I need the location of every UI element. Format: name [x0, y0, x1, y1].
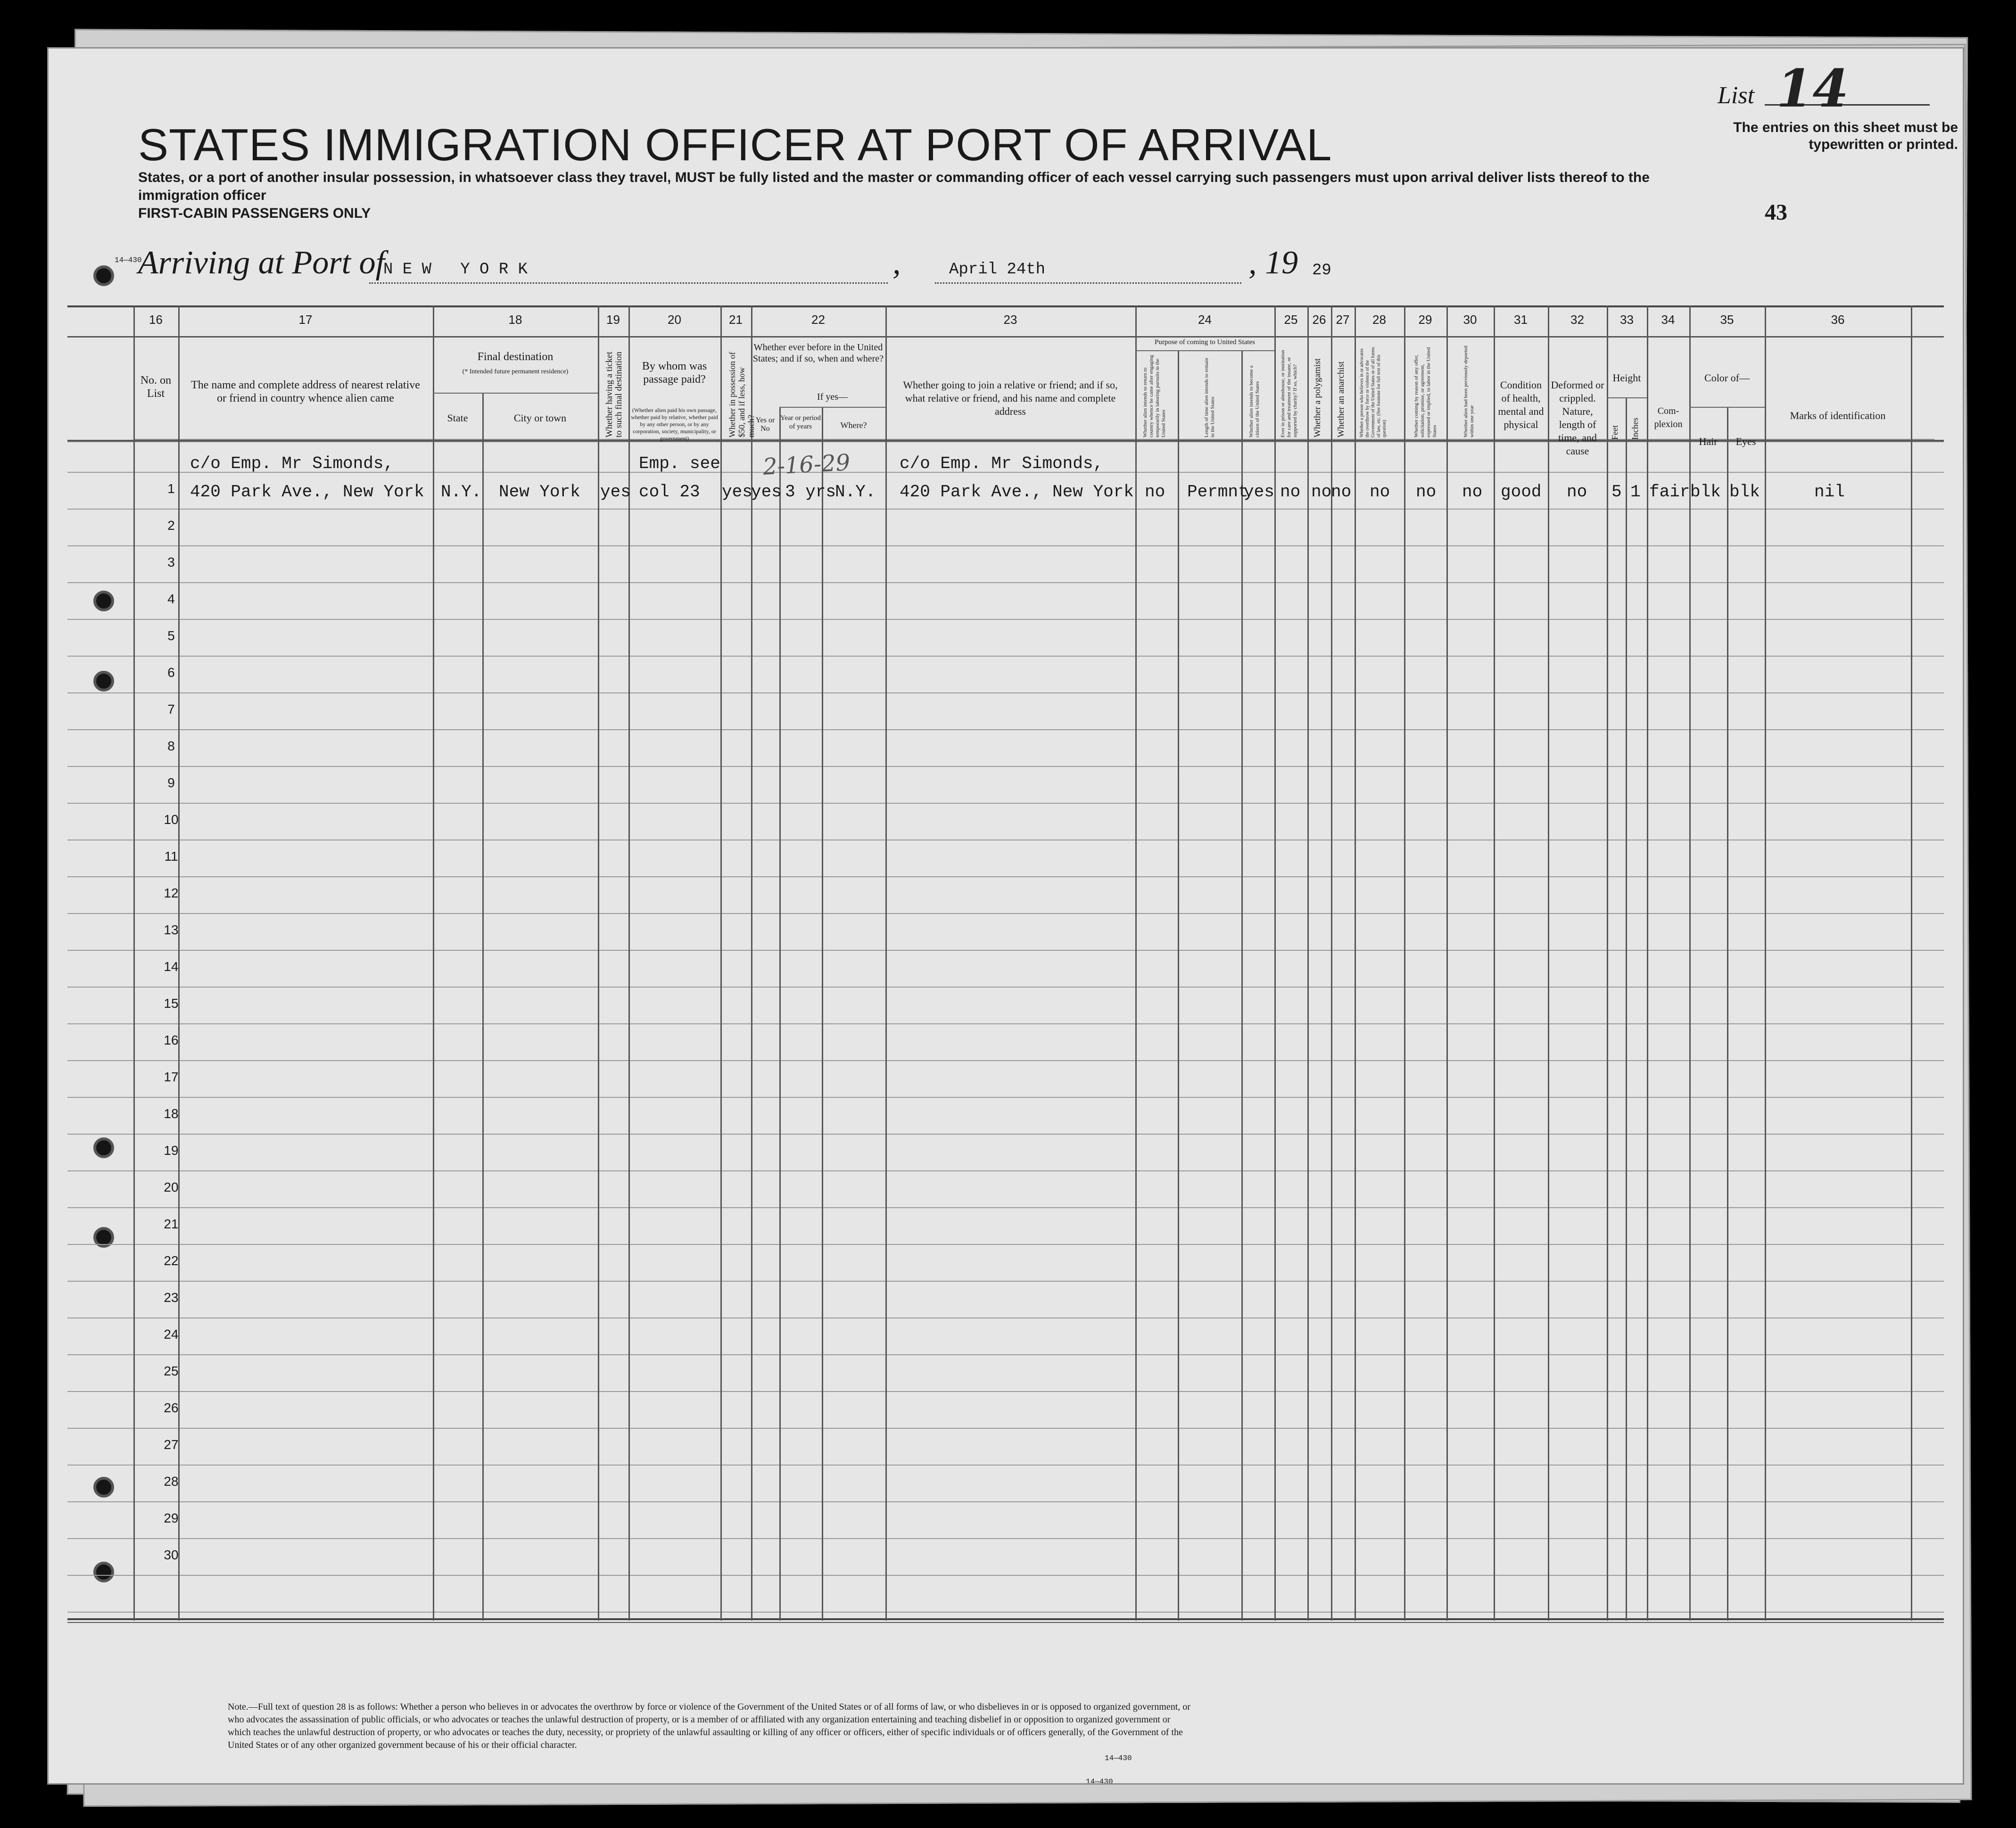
complexion-value: fair	[1649, 482, 1690, 502]
column-number: 21	[729, 313, 743, 327]
row-rule	[67, 692, 1944, 693]
header-polygamist: Whether a polygamist	[1313, 358, 1322, 437]
row-rule	[67, 1354, 1944, 1355]
punch-hole	[93, 591, 114, 611]
polygamist-value: no	[1311, 482, 1332, 502]
header-anarchist: Whether an anarchist	[1336, 361, 1346, 437]
paid-by-line-2: col 23	[639, 482, 700, 502]
marks-value: nil	[1814, 482, 1845, 502]
row-rule	[67, 1207, 1944, 1208]
row-rule	[67, 1023, 1944, 1024]
punch-hole	[93, 1477, 114, 1498]
header-final-destination: Final destination	[477, 351, 554, 363]
col-line	[628, 305, 630, 1621]
row-rule	[67, 509, 1944, 510]
year-prefix: 19	[1265, 245, 1298, 281]
length-value: Permnt	[1187, 482, 1248, 502]
comma-separator: ,	[892, 245, 901, 281]
header-before-in-us: Whether ever before in the United States; and if so, when and where?	[752, 342, 884, 364]
row-number: 16	[164, 1033, 179, 1047]
row-rule	[67, 766, 1944, 767]
form-code-bottom: 14—430	[1105, 1754, 1132, 1762]
col-line	[1355, 305, 1356, 1621]
paid-by-line-1: Emp. see	[639, 454, 720, 473]
header-no-on-list: No. on List	[140, 374, 172, 400]
header-prison: Ever in prison or almshouse, or institution for care and treatment of the insane, or supported by charity? If so, which?	[1280, 350, 1298, 437]
return-value: no	[1145, 482, 1165, 502]
col-line	[1647, 305, 1648, 1621]
table-top-rule	[67, 305, 1944, 307]
inches-value: 1	[1630, 482, 1641, 502]
row-rule	[67, 913, 1944, 914]
column-number: 19	[606, 313, 620, 327]
row-number: 9	[167, 775, 175, 790]
row-number: 3	[167, 555, 175, 569]
row-number: 10	[164, 812, 179, 827]
row-number: 19	[164, 1143, 179, 1158]
column-number: 16	[149, 313, 163, 327]
column-number: 27	[1336, 313, 1350, 327]
header-state: State	[447, 412, 468, 424]
typewritten-notice: The entries on this sheet must be typewritten or printed.	[1733, 120, 1958, 152]
col-line	[482, 393, 484, 1621]
money-value: yes	[722, 482, 752, 502]
row-number: 27	[164, 1437, 179, 1452]
subheader-rule	[779, 407, 885, 408]
manifest-page	[47, 47, 1964, 1785]
state-value: N.Y.	[441, 482, 482, 502]
col-line	[1274, 305, 1276, 1621]
header-final-destination-note: (* Intended future permanent residence)	[462, 368, 569, 375]
row-rule	[67, 1612, 1944, 1613]
header-hair: Hair	[1699, 436, 1718, 447]
punch-hole	[93, 1137, 114, 1158]
col-line	[1135, 305, 1137, 1621]
row-rule	[67, 1060, 1944, 1061]
row-number: 8	[167, 739, 175, 753]
col-line	[779, 407, 781, 1621]
q29-value: no	[1416, 482, 1437, 502]
column-number: 28	[1372, 313, 1386, 327]
col-line	[1307, 305, 1309, 1621]
column-number: 35	[1720, 313, 1734, 327]
citizen-value: yes	[1244, 482, 1274, 502]
col-line	[1607, 305, 1608, 1621]
header-length-stay: Length of time alien intends to remain in the United States	[1204, 358, 1215, 437]
before-years: 3 yrs	[785, 482, 836, 502]
row-rule	[67, 1465, 1944, 1466]
header-health: Condition of health, mental and physical	[1498, 379, 1544, 430]
deported-value: no	[1462, 482, 1483, 502]
header-mid-rule	[67, 441, 1944, 442]
header-eyes: Eyes	[1735, 436, 1756, 447]
row-number: 15	[164, 996, 179, 1011]
col-line	[1911, 305, 1912, 1621]
column-number: 30	[1463, 313, 1477, 327]
row-number: 11	[164, 849, 178, 864]
column-number: 34	[1661, 313, 1675, 327]
header-height: Height	[1612, 372, 1641, 384]
col-line	[1241, 350, 1243, 1621]
relative-address-line-1: c/o Emp. Mr Simonds,	[190, 454, 394, 473]
colnum-rule	[67, 336, 1944, 338]
col-line	[598, 305, 599, 1621]
column-number: 36	[1831, 313, 1845, 327]
header-city: City or town	[513, 412, 567, 424]
comma-separator: ,	[1248, 245, 1257, 281]
column-number: 18	[508, 313, 522, 327]
before-yes-no: yes	[751, 482, 782, 502]
row-rule	[67, 1170, 1944, 1171]
col-line	[1494, 305, 1495, 1621]
column-number: 17	[298, 313, 313, 327]
health-value: good	[1501, 482, 1542, 502]
row-rule	[67, 950, 1944, 951]
row-rule	[67, 803, 1944, 804]
date-line	[935, 282, 1241, 284]
port-line	[369, 282, 888, 284]
header-question-28: Whether a person who believes in or advocates the overthrow by force or violence of the Government of the United States or of all forms of law, etc. (See footnote for full text of this question)	[1359, 347, 1387, 437]
header-become-citizen: Whether alien intends to become a citizen of the United States	[1248, 365, 1260, 437]
row-number: 24	[164, 1327, 179, 1342]
column-number: 24	[1198, 313, 1212, 327]
row-number: 29	[164, 1511, 179, 1525]
q28-value: no	[1370, 482, 1390, 502]
row-rule	[67, 1391, 1944, 1392]
col-line	[1446, 305, 1448, 1621]
row-number: 26	[164, 1400, 179, 1415]
relative-address-line-2: 420 Park Ave., New York	[190, 482, 424, 502]
col-line	[1548, 305, 1549, 1621]
column-number: 23	[1003, 313, 1017, 327]
arriving-label: Arriving at Port of	[138, 245, 385, 281]
subheader-rule	[1607, 397, 1647, 398]
header-passage-paid-note: (Whether alien paid his own passage, whether paid by relative, whether paid by any other person, or by any corporation, society, municipality, or government)	[631, 407, 718, 442]
row-number: 7	[167, 702, 175, 716]
header-complexion: Com-plexion	[1654, 406, 1683, 429]
row-rule	[67, 545, 1944, 546]
row-number: 22	[164, 1253, 179, 1268]
col-line	[1689, 305, 1691, 1621]
subheader-rule	[433, 393, 598, 394]
join-address-line-1: c/o Emp. Mr Simonds,	[900, 454, 1104, 473]
row-rule	[67, 656, 1944, 657]
punch-hole	[93, 671, 114, 692]
row-rule	[67, 1501, 1944, 1502]
column-number: 26	[1312, 313, 1326, 327]
header-bottom-rule	[133, 439, 1934, 440]
anarchist-value: no	[1331, 482, 1352, 502]
row-rule	[67, 876, 1944, 877]
ticket-value: yes	[600, 482, 631, 502]
list-number: 14	[1776, 58, 1849, 119]
row-rule	[67, 729, 1944, 730]
header-marks: Marks of identification	[1790, 410, 1886, 421]
col-line	[1178, 350, 1179, 1621]
column-number: 31	[1514, 313, 1528, 327]
city-value: New York	[499, 482, 580, 502]
row-number: 18	[164, 1106, 179, 1121]
column-number: 20	[668, 313, 681, 327]
join-address-line-2: 420 Park Ave., New York	[900, 482, 1134, 502]
col-line	[133, 305, 135, 1621]
list-label: List	[1718, 82, 1755, 109]
header-feet: Feet	[1610, 425, 1619, 440]
row-rule	[67, 1244, 1944, 1245]
header-year-period: Year or period of years	[780, 414, 821, 430]
prison-value: no	[1280, 482, 1301, 502]
row-rule	[67, 1281, 1944, 1282]
col-line	[720, 305, 722, 1621]
header-relative-address: The name and complete address of nearest relative or friend in country whence alien came	[191, 379, 420, 404]
col-line	[1765, 305, 1766, 1621]
punch-hole	[93, 1562, 114, 1582]
row-number: 13	[164, 922, 179, 937]
header-inches: Inches	[1630, 418, 1640, 440]
row-number: 5	[167, 628, 175, 643]
col-line	[433, 305, 434, 1621]
row-number: 25	[164, 1364, 179, 1378]
header-fifty-dollars: Whether in possession of $50, and if less, how much?	[727, 352, 756, 437]
row-number: 17	[164, 1070, 179, 1084]
header-intends-return: Whether alien intends to return to country whence he came after engaging temporarily in laboring pursuits in the United States	[1142, 355, 1166, 437]
column-number: 22	[811, 313, 825, 327]
header-passage-paid: By whom was passage paid?	[642, 360, 707, 386]
subtitle	[138, 169, 1694, 222]
row-number: 21	[164, 1217, 179, 1231]
form-code-bottom: 14—430	[1086, 1778, 1113, 1785]
table-bottom-rule	[67, 1618, 1944, 1620]
column-number: 29	[1418, 313, 1432, 327]
row-number: 14	[164, 959, 179, 974]
header-join-relative: Whether going to join a relative or friend; and if so, what relative or friend, and his name and complete address	[903, 379, 1118, 417]
header-color-of: Color of—	[1704, 372, 1750, 384]
column-number: 25	[1284, 313, 1298, 327]
header-deformed: Deformed or crippled. Nature, length of time, and cause	[1551, 379, 1604, 457]
header-ticket: Whether having a ticket to such final destination	[604, 351, 624, 437]
header-deported: Whether alien had been previously deported within one year	[1463, 346, 1475, 437]
row-number: 30	[164, 1548, 179, 1562]
col-line	[822, 407, 823, 1621]
port-value: N E W Y O R K	[383, 261, 528, 279]
row-rule	[67, 619, 1944, 620]
subheader-rule	[1689, 407, 1765, 408]
row-rule	[67, 582, 1944, 583]
column-number: 33	[1620, 313, 1634, 327]
header-yes-no: Yes or No	[755, 416, 775, 433]
row-rule	[67, 987, 1944, 988]
deformed-value: no	[1567, 482, 1587, 502]
row-rule	[67, 1317, 1944, 1318]
hair-value: blk	[1690, 482, 1721, 502]
col-line	[1331, 305, 1332, 1621]
header-if-yes: If yes—	[817, 392, 848, 402]
row-number: 4	[167, 592, 175, 606]
subtitle-line-1: States, or a port of another insular possession, in whatsoever class they travel, MUST be fully listed and the master or commanding officer of each vessel carrying such passengers must upon arrival deliver lists thereof to the immigration officer	[138, 170, 1650, 203]
row-number: 28	[164, 1474, 179, 1489]
subheader-rule	[1135, 350, 1274, 351]
row-number: 2	[167, 518, 175, 533]
row-number: 23	[164, 1290, 179, 1305]
row-rule	[67, 1538, 1944, 1539]
feet-value: 5	[1611, 482, 1622, 502]
footnote-question-28: Note.—Full text of question 28 is as follows: Whether a person who believes in or advocates the overthrow by force or violence of the Government of the United States or of all forms of law, or who disbelieves in or is opposed to organized government, or who advocates the assassination of public officials, or who advocates or teaches the unlawful destruction of property, or is a member of or affiliated with any organization entertaining and teaching disbelief in or opposition to organized government or which teaches the unlawful destruction of property, or who advocates or teaches the duty, necessity, or propriety of the unlawful assaulting or killing of any officer or officers, either of specific individuals or of officers generally, of the Government of the United States or of any other organized government because of his or their official character.	[228, 1702, 1190, 1750]
row-number: 20	[164, 1180, 179, 1194]
row-rule	[67, 1575, 1944, 1576]
row-number: 6	[167, 665, 175, 680]
row-rule	[67, 1428, 1944, 1429]
eyes-value: blk	[1729, 482, 1760, 502]
before-where: N.Y.	[835, 482, 876, 502]
page-title: STATES IMMIGRATION OFFICER AT PORT OF ARRIVAL	[138, 120, 1332, 170]
col-line	[1626, 397, 1627, 1621]
column-number: 32	[1570, 313, 1584, 327]
header-purpose: Purpose of coming to United States	[1155, 338, 1255, 346]
punch-hole	[93, 265, 114, 286]
col-line	[751, 305, 752, 1621]
row-rule	[67, 1134, 1944, 1135]
year-suffix: 29	[1312, 262, 1331, 280]
row-number: 1	[167, 481, 175, 496]
col-line	[1404, 305, 1405, 1621]
handwritten-date: 2-16-29	[762, 449, 851, 480]
subtitle-line-2: FIRST-CABIN PASSENGERS ONLY	[138, 206, 371, 221]
row-number: 12	[164, 886, 179, 900]
table-bottom-rule	[67, 1622, 1944, 1623]
date-value: April 24th	[949, 261, 1046, 279]
col-line	[1727, 407, 1728, 1621]
page-number: 43	[1765, 200, 1787, 225]
col-line	[885, 305, 887, 1621]
header-where: Where?	[840, 420, 867, 430]
header-question-29: Whether coming by reason of any offer, solicitation, promise, or agreement, expressed or implied, to labor in the United States	[1413, 347, 1438, 437]
row-rule	[67, 1097, 1944, 1098]
form-code-top: 14—430	[115, 256, 142, 264]
